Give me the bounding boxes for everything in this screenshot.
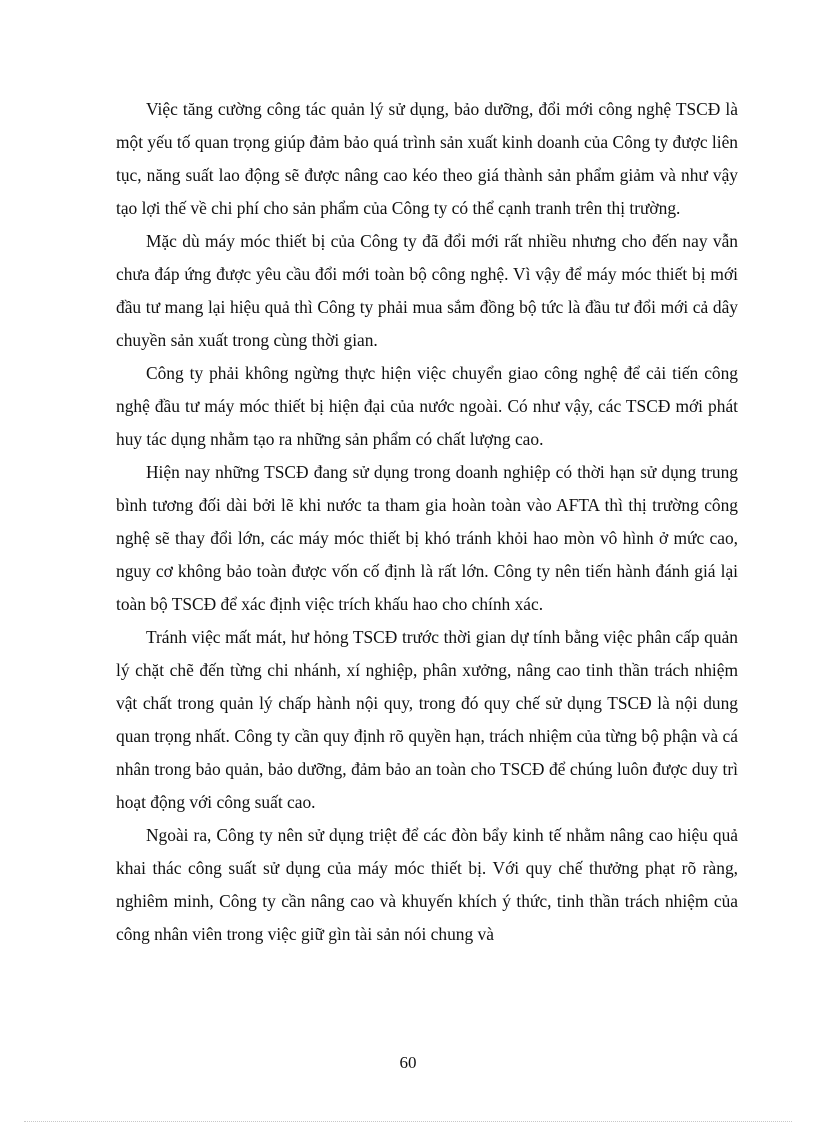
page-number: 60 bbox=[399, 1053, 417, 1072]
paragraph: Tránh việc mất mát, hư hỏng TSCĐ trước thời gian dự tính bằng việc phân cấp quản lý chặt chẽ đến từng chi nhánh, xí nghiệp, phân xưởng, nâng cao tinh thần trách nhiệm vật chất trong quản lý chấp hành nội quy, trong đó quy chế sử dụng TSCĐ là nội dung quan trọng nhất. Công ty cần quy định rõ quyền hạn, trách nhiệm của từng bộ phận và cá nhân trong bảo quản, bảo dưỡng, đảm bảo an toàn cho TSCĐ để chúng luôn được duy trì hoạt động với công suất cao. bbox=[116, 627, 738, 812]
paragraph: Ngoài ra, Công ty nên sử dụng triệt để các đòn bẩy kinh tế nhằm nâng cao hiệu quả khai thác công suất sử dụng của máy móc thiết bị. Với quy chế thưởng phạt rõ ràng, nghiêm minh, Công ty cần nâng cao và khuyến khích ý thức, tinh thần trách nhiệm của công nhân viên trong việc giữ gìn tài sản nói chung và bbox=[116, 825, 738, 944]
paragraph: Công ty phải không ngừng thực hiện việc chuyển giao công nghệ để cải tiến công nghệ đầu tư máy móc thiết bị hiện đại của nước ngoài. Có như vậy, các TSCĐ mới phát huy tác dụng nhằm tạo ra những sản phẩm có chất lượng cao. bbox=[116, 363, 738, 449]
paragraph: Việc tăng cường công tác quản lý sử dụng, bảo dưỡng, đổi mới công nghệ TSCĐ là một yếu tố quan trọng giúp đảm bảo quá trình sản xuất kinh doanh của Công ty được liên tục, năng suất lao động sẽ được nâng cao kéo theo giá thành sản phẩm giảm và như vậy tạo lợi thế về chi phí cho sản phẩm của Công ty có thể cạnh tranh trên thị trường. bbox=[116, 99, 738, 218]
page-bottom-divider bbox=[24, 1121, 792, 1122]
paragraph: Hiện nay những TSCĐ đang sử dụng trong doanh nghiệp có thời hạn sử dụng trung bình tương đối dài bởi lẽ khi nước ta tham gia hoàn toàn vào AFTA thì thị trường công nghệ sẽ thay đổi lớn, các máy móc thiết bị khó tránh khỏi hao mòn vô hình ở mức cao, nguy cơ không bảo toàn được vốn cố định là rất lớn. Công ty nên tiến hành đánh giá lại toàn bộ TSCĐ để xác định việc trích khấu hao cho chính xác. bbox=[116, 462, 738, 614]
body-text bbox=[116, 93, 738, 951]
paragraph: Mặc dù máy móc thiết bị của Công ty đã đổi mới rất nhiều nhưng cho đến nay vẫn chưa đáp ứng được yêu cầu đổi mới toàn bộ công nghệ. Vì vậy để máy móc thiết bị mới đầu tư mang lại hiệu quả thì Công ty phải mua sắm đồng bộ tức là đầu tư đổi mới cả dây chuyền sản xuất trong cùng thời gian. bbox=[116, 231, 738, 350]
